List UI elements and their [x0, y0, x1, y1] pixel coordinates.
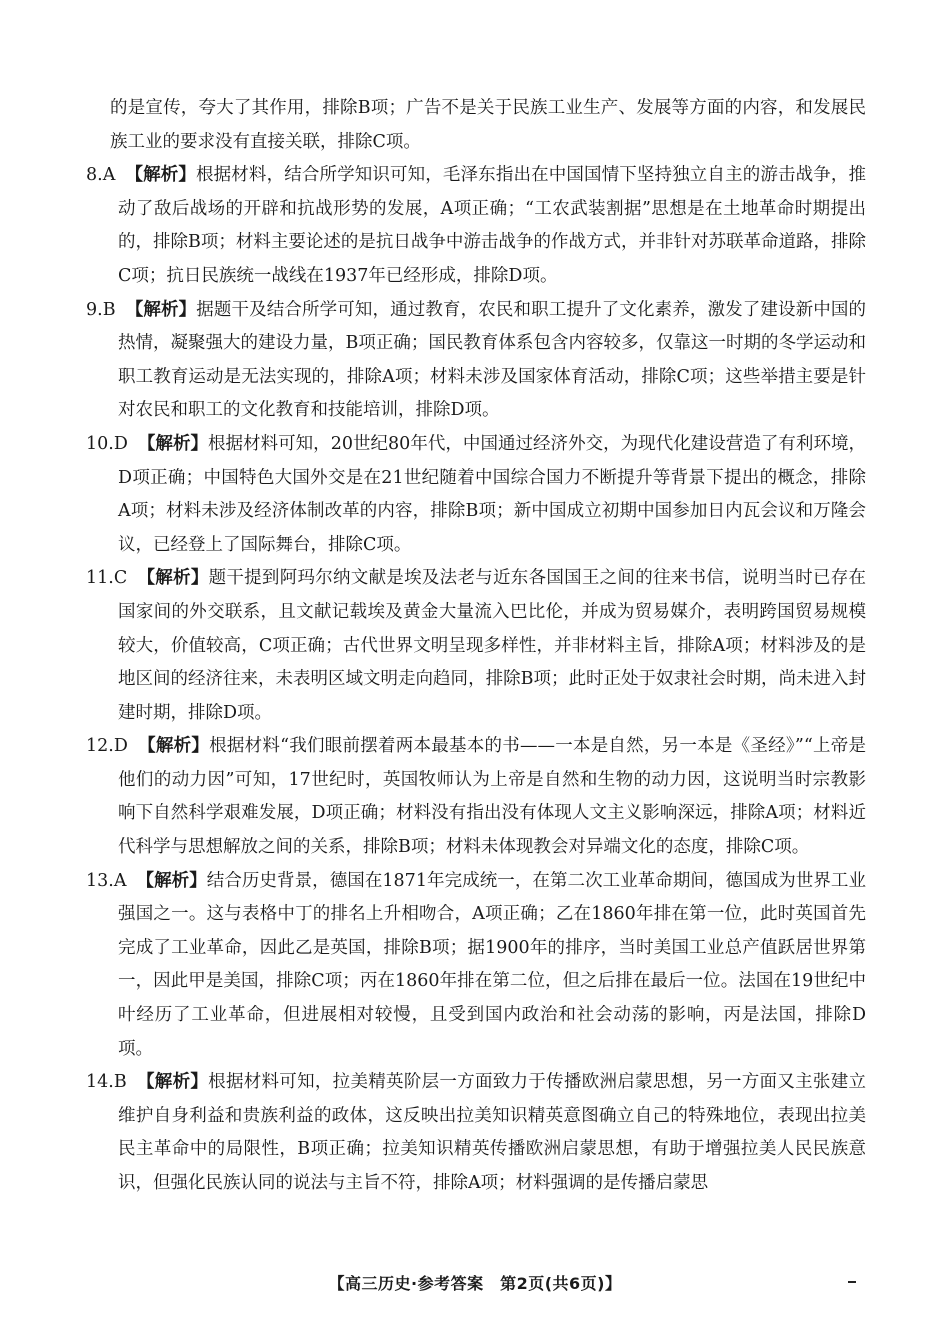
item-text: 结合历史背景，德国在1871年完成统一，在第二次工业革命期间，德国成为世界工业强国之一。这与表格中丁的排名上升相吻合，A项正确；乙在1860年排在第一位，此时英国首先完成了工业革命，因此乙是英国，排除B项；据1900年的排序，当时美国工业总产值跃居世界第一，因此甲是美国，排除C项；丙在1860年排在第二位，但之后排在最后一位。法国在19世纪中叶经历了工业革命，但进展相对较慢，且受到国内政治和社会动荡的影响，丙是法国，排除D项。 [118, 870, 866, 1059]
item-answer: D [113, 736, 128, 757]
answer-item-11 [86, 562, 866, 730]
analysis-tag: 【解析】 [137, 736, 210, 757]
answer-item-14 [86, 1066, 866, 1200]
answer-item-10 [86, 428, 866, 562]
analysis-tag: 【解析】 [125, 299, 197, 320]
item-answer: C [113, 568, 128, 589]
corner-mark [848, 1281, 856, 1283]
item-answer: D [113, 433, 128, 454]
item-number: 13. [86, 870, 114, 891]
item-text: 根据材料，结合所学知识可知，毛泽东指出在中国国情下坚持独立自主的游击战争，推动了敌后战场的开辟和抗战形势的发展，A项正确；“工农武装割据”思想是在土地革命时期提出的，排除B项；材料主要论述的是抗日战争中游击战争的作战方式，并非针对苏联革命道路，排除C项；抗日民族统一战线在1937年已经形成，排除D项。 [118, 165, 867, 286]
analysis-tag: 【解析】 [137, 433, 209, 454]
item-text: 根据材料可知，20世纪80年代，中国通过经济外交，为现代化建设营造了有利环境，D项正确；中国特色大国外交是在21世纪随着中国综合国力不断提升等背景下提出的概念，排除A项；材料未涉及经济体制改革的内容，排除B项；新中国成立初期中国参加日内瓦会议和万隆会议，已经登上了国际舞台，排除C项。 [118, 433, 866, 555]
page-footer: 【高三历史·参考答案 第2页(共6页)】 [328, 1274, 622, 1293]
item-number: 11. [86, 568, 114, 589]
item-number: 10. [86, 433, 114, 454]
answer-content [86, 92, 866, 1201]
continuation-paragraph [86, 92, 866, 159]
item-number: 9. [86, 299, 103, 320]
item-text: 根据材料可知，拉美精英阶层一方面致力于传播欧洲启蒙思想，另一方面又主张建立维护自身利益和贵族利益的政体，这反映出拉美知识精英意图确立自己的特殊地位，表现出拉美民主革命中的局限性，B项正确；拉美知识精英传播欧洲启蒙思想，有助于增强拉美人民民族意识，但强化民族认同的说法与主旨不符，排除A项；材料强调的是传播启蒙思 [118, 1072, 866, 1193]
answer-item-12 [86, 730, 866, 864]
item-number: 8. [86, 165, 103, 186]
continuation-text: 的是宣传，夸大了其作用，排除B项；广告不是关于民族工业生产、发展等方面的内容，和发展民族工业的要求没有直接关联，排除C项。 [110, 98, 866, 152]
item-text: 根据材料“我们眼前摆着两本最基本的书——一本是自然，另一本是《圣经》”“上帝是他们的动力因”可知，17世纪时，英国牧师认为上帝是自然和生物的动力因，这说明当时宗教影响下自然科学艰难发展，D项正确；材料没有指出没有体现人文主义影响深远，排除A项；材料近代科学与思想解放之间的关系，排除B项；材料未体现教会对异端文化的态度，排除C项。 [118, 736, 867, 858]
item-number: 14. [86, 1072, 114, 1093]
item-answer: A [113, 870, 127, 891]
analysis-tag: 【解析】 [136, 870, 207, 891]
item-text: 据题干及结合所学可知，通过教育，农民和职工提升了文化素养，激发了建设新中国的热情，凝聚强大的建设力量，B项正确；国民教育体系包含内容较多，仅靠这一时期的冬学运动和职工教育运动是无法实现的，排除A项；材料未涉及国家体育活动，排除C项；这些举措主要是针对农民和职工的文化教育和技能培训，排除D项。 [118, 299, 867, 421]
analysis-tag: 【解析】 [137, 568, 209, 589]
item-text: 题干提到阿玛尔纳文献是埃及法老与近东各国国王之间的往来书信，说明当时已存在国家间的外交联系，且文献记载埃及黄金大量流入巴比伦，并成为贸易媒介，表明跨国贸易规模较大，价值较高，C项正确；古代世界文明呈现多样性，并非材料主旨，排除A项；材料涉及的是地区间的经济往来，未表明区域文明走向趋同，排除B项；此时正处于奴隶社会时期，尚未进入封建时期，排除D项。 [118, 568, 866, 723]
answer-item-8 [86, 159, 866, 293]
answer-item-9 [86, 294, 866, 428]
answer-item-13 [86, 865, 866, 1067]
item-answer: B [113, 1072, 127, 1093]
analysis-tag: 【解析】 [125, 165, 197, 186]
analysis-tag: 【解析】 [136, 1072, 209, 1093]
item-answer: A [102, 165, 116, 186]
item-answer: B [102, 299, 116, 320]
item-number: 12. [86, 736, 114, 757]
